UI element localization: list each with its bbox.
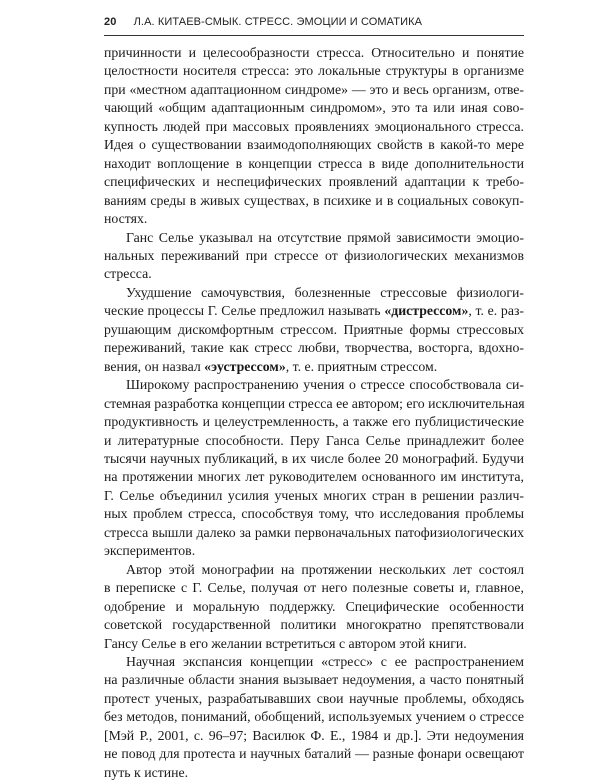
text-line: стресса вышли далеко за рамки первоначальных патофизиологических	[104, 524, 524, 540]
text-line: ческие процессы Г. Селье предложил называть «дистрессом», т. е. раз-	[104, 303, 524, 319]
text-line: переживаний, такие как стресс любви, творчества, восторга, вдохно-	[104, 340, 524, 356]
text-line: при «местном адаптационном синдроме» — это и весь организм, отве-	[104, 81, 524, 97]
text-line: протест ученых, разрабатывавших свои научные проблемы, обходясь	[104, 690, 524, 706]
text-line: специфических и неспецифических проявлений адаптации к требо-	[104, 174, 524, 190]
text-line: причинности и целесообразности стресса. Относительно и понятие	[104, 45, 524, 60]
text-line: нальных переживаний при стрессе от физиологических механизмов	[104, 247, 524, 263]
text-line: Научная экспансия концепции «стресс» с ее распространением	[126, 653, 524, 669]
text-line: вения, он назвал «эустрессом», т. е. приятным стрессом.	[104, 358, 438, 374]
text-line: [Мэй Р., 2001, с. 96–97; Василюк Ф. Е., 1984 и др.]. Эти недоумения	[104, 727, 524, 743]
text-line: Г. Селье объединил усилия ученых многих стран в решении различ-	[104, 487, 524, 503]
text-line: экспериментов.	[104, 543, 196, 559]
running-head	[104, 16, 524, 32]
text-line: ваниям среды в живых существах, в психике и в социальных совокуп-	[104, 192, 524, 208]
text-line: советской государственной политики многократно препятствовали	[104, 617, 524, 633]
paragraph	[104, 561, 524, 653]
text-line: Ухудшение самочувствия, болезненные стрессовые физиологи-	[126, 284, 524, 300]
paragraph	[104, 229, 524, 284]
text-line: путь к истине.	[104, 764, 189, 780]
text-line: целостности носителя стресса: это локальные структуры в организме	[104, 63, 524, 79]
text-line: ных проблем стресса, способствуя тому, что исследования проблемы	[104, 506, 524, 522]
text-line: купность людей при массовых проявлениях эмоционального стресса.	[104, 118, 524, 134]
text-line: находит воплощение в концепции стресса в виде дополнительности	[104, 155, 524, 171]
paragraph	[104, 284, 524, 376]
body-text	[104, 44, 524, 782]
text-line: и литературные способности. Перу Ганса Селье принадлежит более	[104, 432, 524, 448]
bold-term: «эустрессом»	[204, 358, 286, 374]
paragraph	[104, 44, 524, 229]
running-title: Л.А. КИТАЕВ-СМЫК. СТРЕСС. ЭМОЦИИ И СОМАТИКА	[133, 16, 423, 28]
bold-term: «дистрессом»	[384, 303, 469, 319]
paragraph	[104, 376, 524, 561]
text-line: стресса.	[104, 266, 152, 282]
text-line: в переписке с Г. Селье, получая от него полезные советы и, главное,	[104, 580, 524, 596]
text-line: рушающим дискомфортным стрессом. Приятные формы стрессовых	[104, 321, 524, 337]
page-number: 20	[104, 16, 117, 28]
text-line: Идея о существовании взаимодополняющих свойств в какой-то мере	[104, 137, 524, 153]
text-line: без методов, пониманий, обобщений, используемых учением о стрессе	[104, 709, 524, 725]
text-line: Ганс Селье указывал на отсутствие прямой зависимости эмоцио-	[126, 229, 524, 245]
text-line: чающий «общим адаптационным синдромом», это та или иная сово-	[104, 100, 524, 116]
text-line: Автор этой монографии на протяжении нескольких лет состоял	[126, 561, 524, 577]
text-line: на различные области знания вызывает недоумения, а часто понятный	[104, 672, 524, 688]
text-line: стемная разработка концепции стресса ее автором; его исключительная	[104, 395, 525, 411]
text-line: ностях.	[104, 211, 148, 227]
paragraph	[104, 653, 524, 782]
text-line: не повод для протеста и научных баталий — разные фонари освещают	[104, 746, 524, 762]
text-line: Гансу Селье в его желании встретиться с автором этой книги.	[104, 635, 467, 651]
text-line: Широкому распространению учения о стрессе способствовала си-	[126, 377, 524, 393]
header-rule	[104, 35, 524, 36]
text-line: одобрение и моральную поддержку. Специфические особенности	[104, 598, 524, 614]
text-line: на протяжении многих лет руководителем основанного им института,	[104, 469, 524, 485]
text-line: тысячи научных публикаций, в их числе более 20 монографий. Будучи	[104, 450, 524, 466]
text-line: продуктивность и целеустремленность, а также его публицистические	[104, 414, 524, 430]
